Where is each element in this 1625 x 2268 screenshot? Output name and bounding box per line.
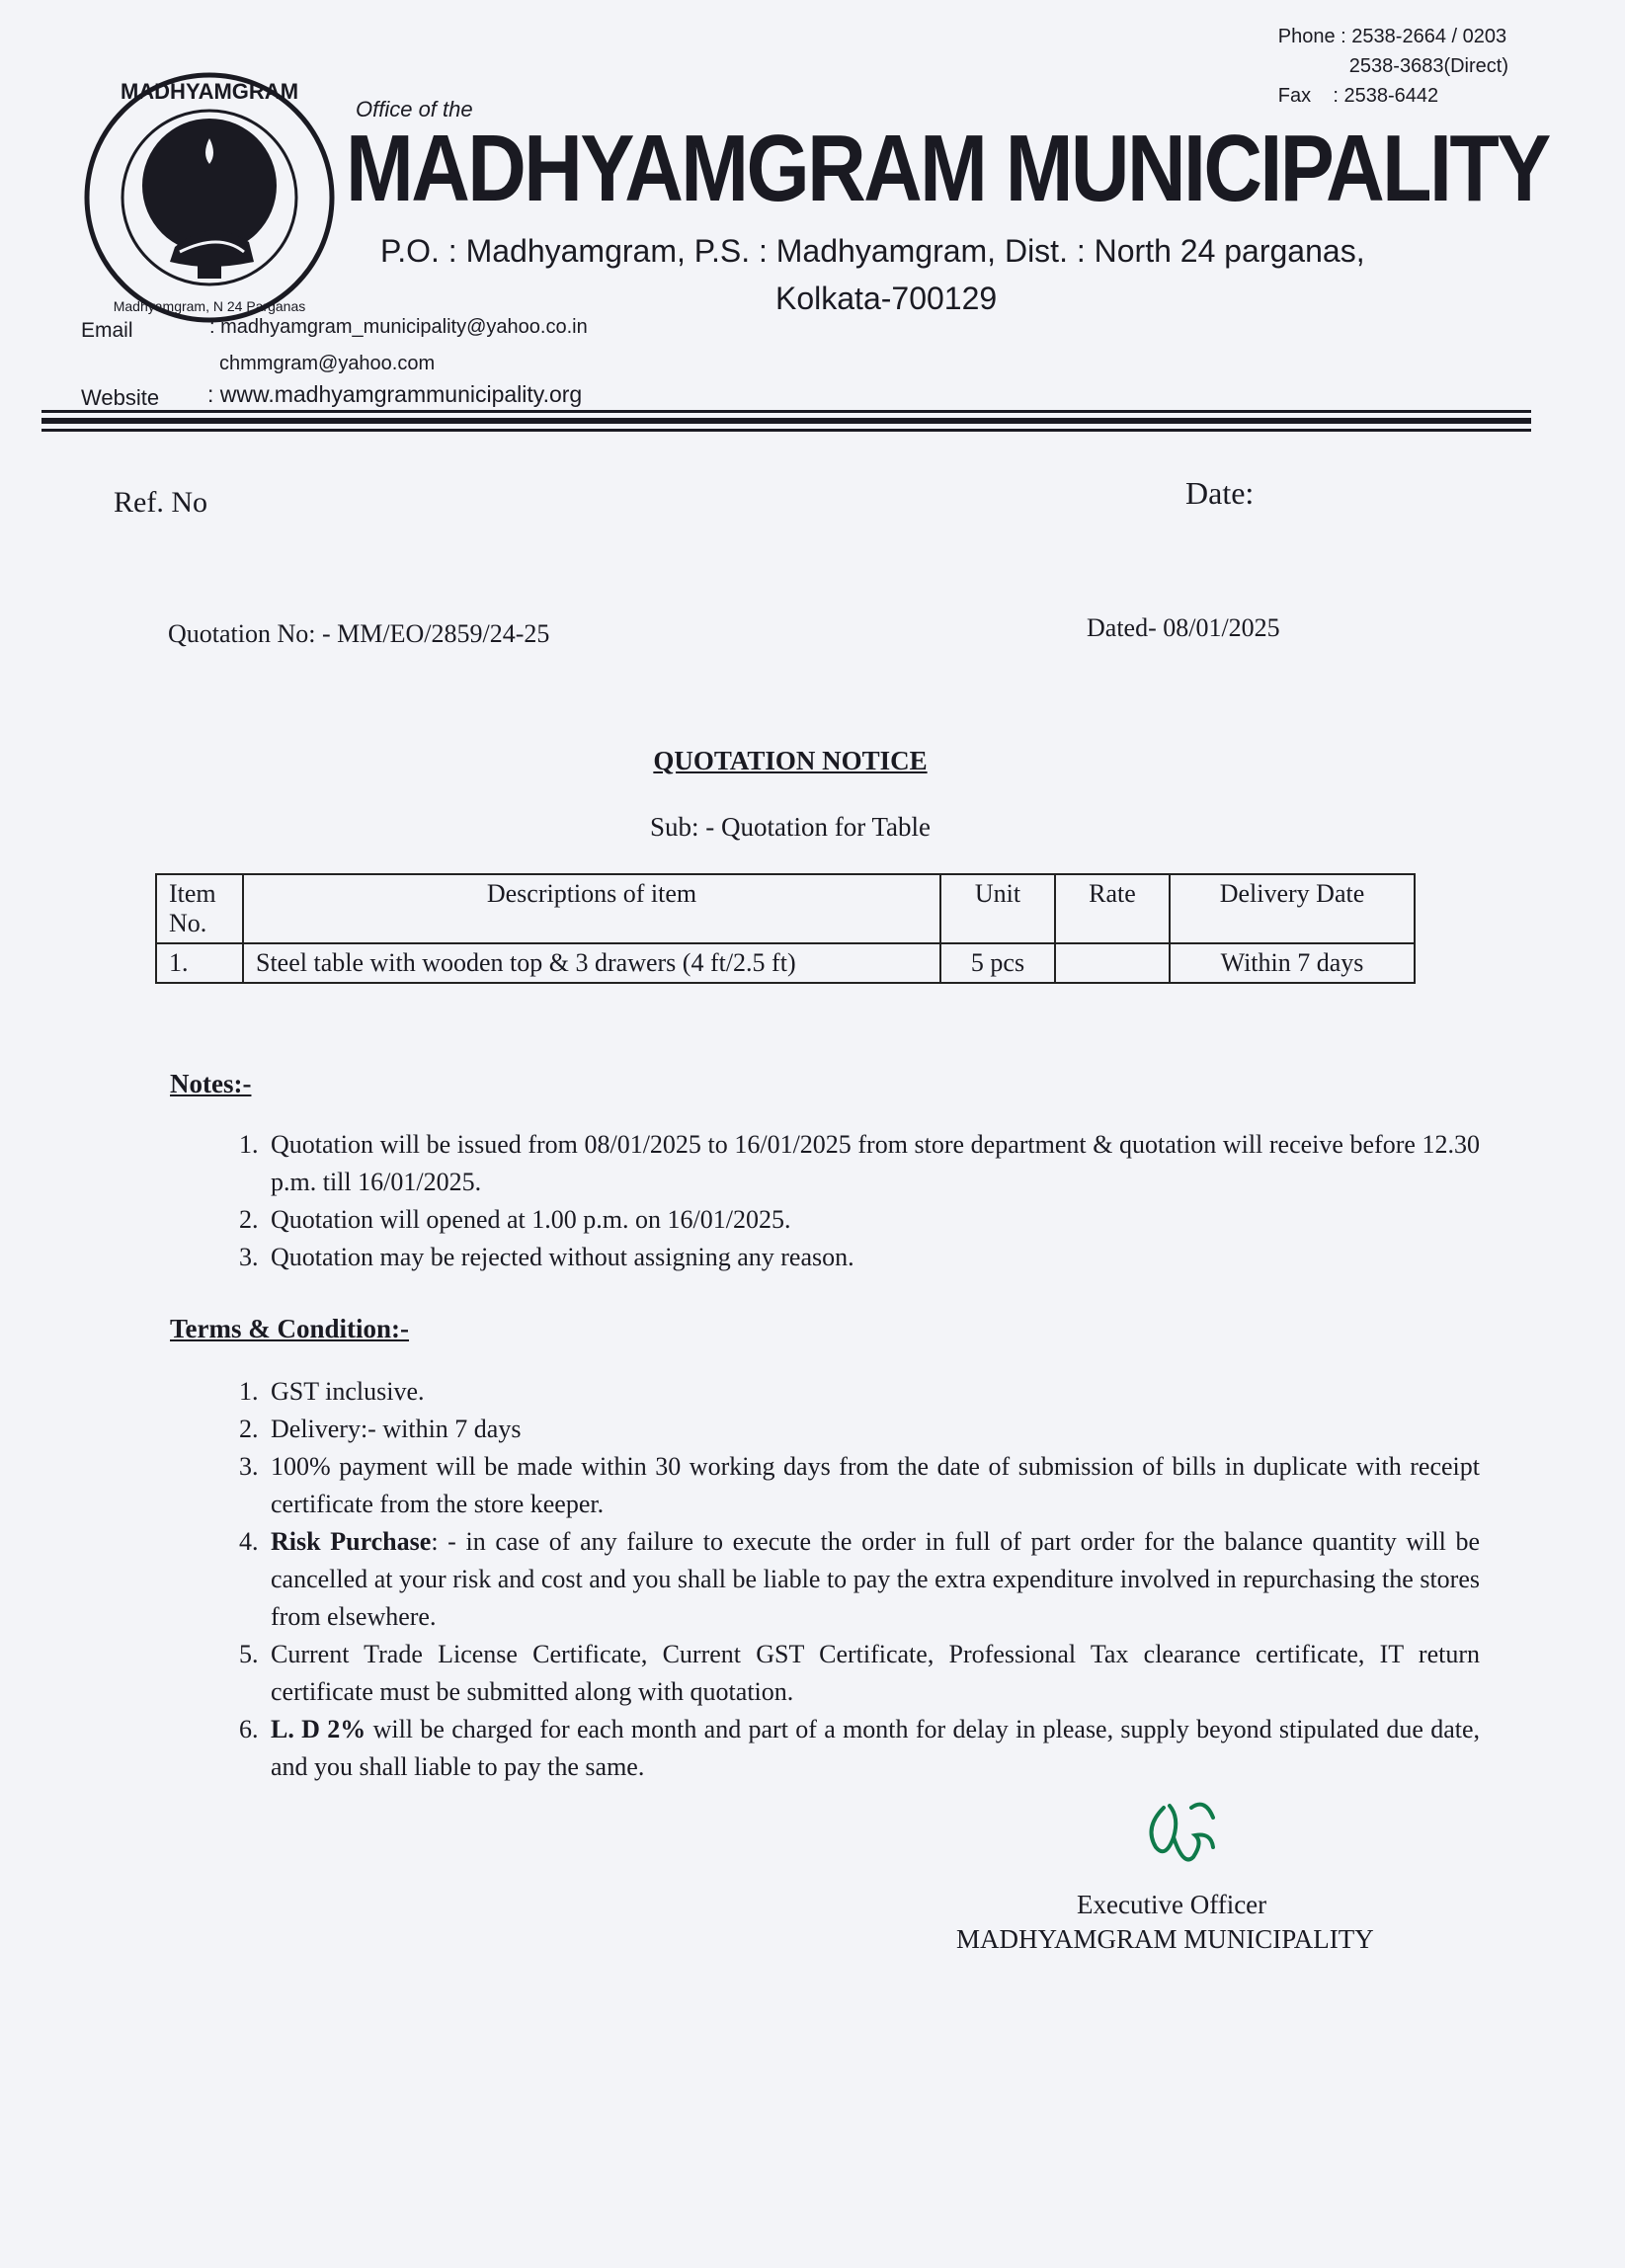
list-item: 1. GST inclusive. <box>265 1373 1480 1411</box>
email-secondary: chmmgram@yahoo.com <box>219 353 436 374</box>
list-item: 2. Delivery:- within 7 days <box>265 1411 1480 1448</box>
header-item-no: Item No. <box>156 874 243 943</box>
notes-list <box>207 1126 1480 1276</box>
header-divider-bottom <box>41 429 1531 432</box>
notice-title: QUOTATION NOTICE <box>653 746 928 775</box>
list-item: 3. 100% payment will be made within 30 working days from the date of submission of bills in duplicate with receipt certificate from the store keeper. <box>265 1448 1480 1523</box>
website-label: Website <box>81 385 160 410</box>
municipality-name: MADHYAMGRAM MUNICIPALITY <box>346 116 1549 221</box>
header-rate: Rate <box>1055 874 1170 943</box>
list-item: 2. Quotation will opened at 1.00 p.m. on 16/01/2025. <box>265 1201 1480 1239</box>
header-description: Descriptions of item <box>243 874 940 943</box>
contact-block <box>1278 22 1508 111</box>
address-line-2: Kolkata-700129 <box>775 281 998 316</box>
table-header-row <box>156 874 1415 943</box>
risk-purchase-label: Risk Purchase <box>271 1527 432 1556</box>
list-item: 1. Quotation will be issued from 08/01/2025 to 16/01/2025 from store department & quotation will receive before 12.30 p.m. till 16/01/2025. <box>265 1126 1480 1201</box>
fax-text: Fax : 2538-6442 <box>1277 85 1439 107</box>
cell-rate <box>1055 943 1170 983</box>
list-item: 5. Current Trade License Certificate, Current GST Certificate, Professional Tax clearance certificate, IT return certificate must be submitted along with quotation. <box>265 1636 1480 1711</box>
notes-title: Notes:- <box>170 1069 252 1098</box>
terms-title: Terms & Condition:- <box>170 1314 410 1343</box>
email-primary: : madhyamgram_municipality@yahoo.co.in <box>209 316 588 338</box>
ref-no-label: Ref. No <box>114 486 207 519</box>
svg-text:Madhyamgram, N 24 Parganas: Madhyamgram, N 24 Parganas <box>113 298 306 314</box>
phone-text: Phone : 2538-2664 / 0203 <box>1277 26 1507 47</box>
table-row <box>156 943 1415 983</box>
list-item: 4. Risk Purchase: - in case of any failure to execute the order in full of part order for the balance quantity will be cancelled at your risk and cost and you shall be liable to pay the extra expenditure involved in repurchasing the stores from elsewhere. <box>265 1523 1480 1636</box>
list-item: 3. Quotation may be rejected without assigning any reason. <box>265 1239 1480 1276</box>
header-divider-middle <box>41 418 1531 424</box>
notice-subject: Sub: - Quotation for Table <box>649 812 932 842</box>
ld-label: L. D 2% <box>271 1715 366 1743</box>
address-line-1: P.O. : Madhyamgram, P.S. : Madhyamgram, Dist. : North 24 parganas, <box>380 233 1365 269</box>
terms-list <box>207 1373 1480 1786</box>
signatory-organization: MADHYAMGRAM MUNICIPALITY <box>956 1924 1374 1954</box>
signature-icon <box>1134 1788 1223 1877</box>
email-label: Email <box>81 319 133 342</box>
website-url: : www.madhyamgrammunicipality.org <box>207 381 583 407</box>
svg-text:MADHYAMGRAM: MADHYAMGRAM <box>120 79 299 104</box>
header-unit: Unit <box>940 874 1055 943</box>
cell-delivery-date: Within 7 days <box>1170 943 1415 983</box>
municipality-seal-logo <box>81 69 338 326</box>
items-table <box>155 873 1416 984</box>
office-of-label: Office of the <box>356 97 473 122</box>
header-delivery-date: Delivery Date <box>1170 874 1415 943</box>
cell-unit: 5 pcs <box>940 943 1055 983</box>
signatory-title: Executive Officer <box>1077 1890 1267 1919</box>
quotation-date: Dated- 08/01/2025 <box>1087 613 1280 642</box>
quotation-number: Quotation No: - MM/EO/2859/24-25 <box>168 619 550 648</box>
cell-item-no: 1. <box>156 943 243 983</box>
list-item: 6. L. D 2% will be charged for each month and part of a month for delay in please, supply beyond stipulated due date, and you shall liable to pay the same. <box>265 1711 1480 1786</box>
date-label: Date: <box>1185 475 1255 511</box>
cell-description: Steel table with wooden top & 3 drawers (4 ft/2.5 ft) <box>243 943 940 983</box>
phone-direct-text: 2538-3683(Direct) <box>1348 55 1508 77</box>
header-divider-top <box>41 410 1531 413</box>
